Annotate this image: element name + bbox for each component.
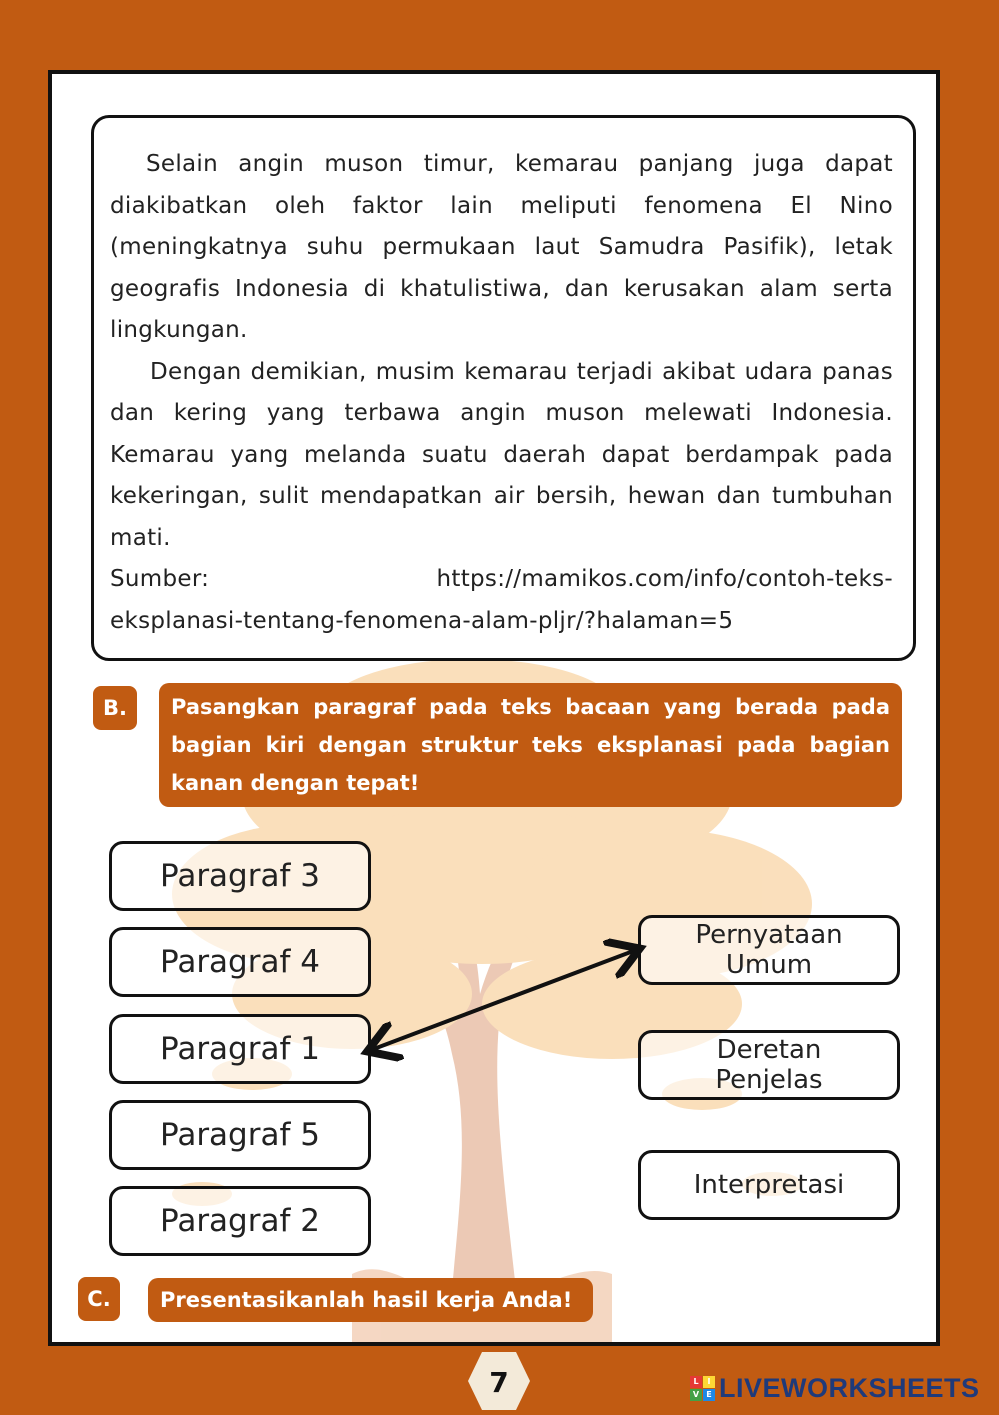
section-b-letter: B. [103, 696, 127, 720]
section-b-instruction [159, 683, 902, 807]
left-item-label: Paragraf 2 [160, 1203, 320, 1239]
page-number-badge [466, 1350, 532, 1412]
section-c-instruction [148, 1278, 593, 1322]
section-c-letter: C. [87, 1287, 111, 1311]
right-item-interpretasi[interactable] [638, 1150, 900, 1220]
source-url-part1[interactable]: https://mamikos.com/info/contoh-teks- [436, 566, 893, 592]
page-number: 7 [489, 1366, 509, 1399]
reading-text-box [91, 115, 916, 661]
liveworksheets-logo-icon [690, 1376, 715, 1401]
section-c-instruction-text: Presentasikanlah hasil kerja Anda! [160, 1288, 573, 1312]
right-item-pernyataan-umum[interactable] [638, 915, 900, 985]
source-line [110, 559, 893, 601]
liveworksheets-brand [690, 1373, 980, 1404]
reading-paragraph-1: Selain angin muson timur, kemarau panjang juga dapat diakibatkan oleh faktor lain meliputi fenomena El Nino (meningkatnya suhu permukaan laut Samudra Pasifik), letak geografis Indonesia di khatulistiwa, dan kerusakan alam serta lingkungan. [110, 151, 893, 343]
logo-letter: L [690, 1376, 702, 1388]
left-item-paragraf-5[interactable] [109, 1100, 371, 1170]
left-item-label: Paragraf 1 [160, 1031, 320, 1067]
section-b-badge [93, 686, 137, 730]
reading-paragraph-2: Dengan demikian, musim kemarau terjadi akibat udara panas dan kering yang terbawa angin muson melewati Indonesia. Kemarau yang melanda suatu daerah dapat berdampak pada kekeringan, sulit mendapatkan air bersih, hewan dan tumbuhan mati. [110, 358, 893, 551]
source-url-part2[interactable]: eksplanasi-tentang-fenomena-alam-pljr/?halaman=5 [110, 607, 734, 634]
right-item-line1: Deretan [716, 1035, 822, 1065]
right-item-line1: Interpretasi [693, 1170, 845, 1200]
right-item-label [715, 1035, 822, 1095]
left-item-label: Paragraf 3 [160, 858, 320, 894]
section-c-badge [78, 1277, 120, 1321]
worksheet-page [48, 70, 940, 1346]
section-b-instruction-text: Pasangkan paragraf pada teks bacaan yang berada pada bagian kiri dengan struktur teks eksplanasi pada bagian kanan dengan tepat! [171, 695, 890, 795]
right-item-line1: Pernyataan [695, 920, 843, 950]
logo-letter: E [703, 1389, 715, 1401]
right-item-line2: Umum [725, 950, 813, 980]
left-item-paragraf-3[interactable] [109, 841, 371, 911]
left-item-paragraf-2[interactable] [109, 1186, 371, 1256]
right-item-deretan-penjelas[interactable] [638, 1030, 900, 1100]
right-item-line2: Penjelas [715, 1065, 823, 1095]
left-item-label: Paragraf 4 [160, 944, 320, 980]
logo-letter: V [690, 1389, 702, 1401]
right-item-label [694, 1170, 845, 1200]
left-item-paragraf-1[interactable] [109, 1014, 371, 1084]
left-item-paragraf-4[interactable] [109, 927, 371, 997]
brand-name: LIVEWORKSHEETS [719, 1373, 980, 1403]
right-item-label [695, 920, 842, 980]
source-label: Sumber: [110, 566, 210, 592]
logo-letter: I [703, 1376, 715, 1388]
left-item-label: Paragraf 5 [160, 1117, 320, 1153]
